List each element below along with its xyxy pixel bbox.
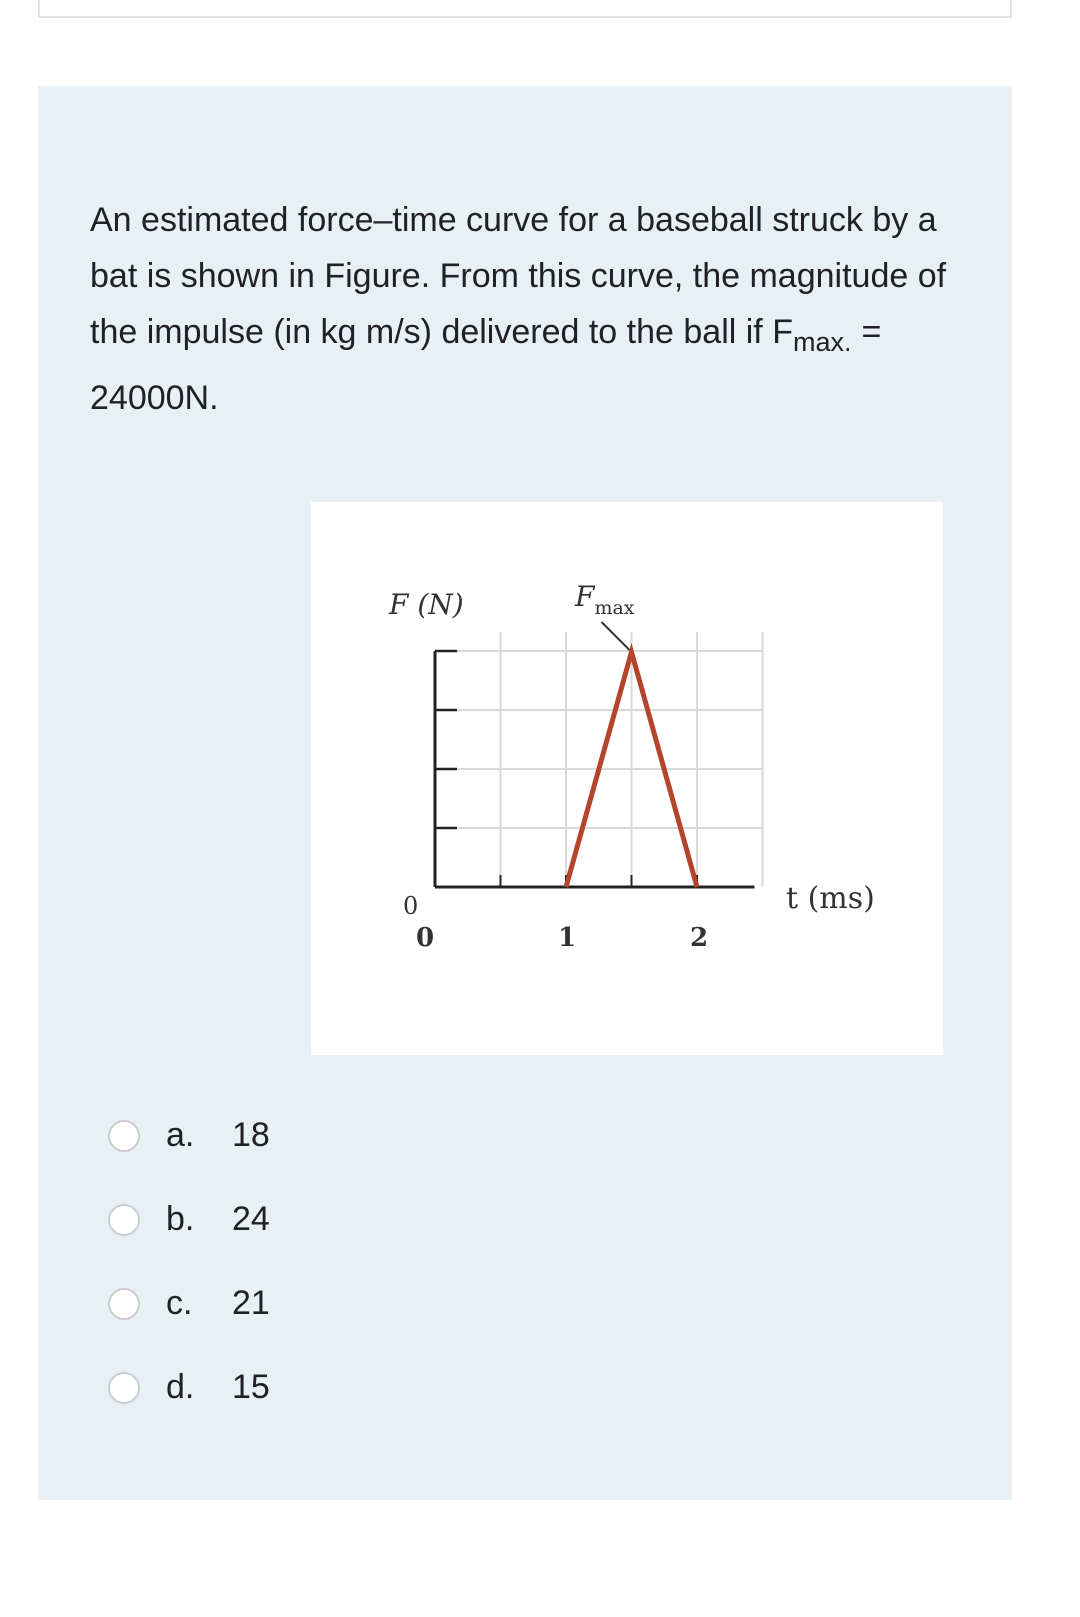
radio-icon[interactable]: [108, 1120, 140, 1152]
y-zero-label: 0: [403, 892, 419, 920]
question-text-subscript: max.: [792, 327, 852, 357]
x-tick-label-2: 2: [689, 923, 709, 953]
fmax-label: [574, 580, 635, 619]
option-d[interactable]: [108, 1358, 508, 1418]
y-axis-label: F (N): [389, 588, 464, 621]
option-value: 21: [232, 1284, 270, 1322]
previous-question-box: [38, 0, 1012, 18]
x-axis-label: t (ms): [786, 881, 875, 916]
question-text-end: = 24000N.: [90, 313, 882, 417]
option-c[interactable]: [108, 1274, 508, 1334]
option-letter: a.: [166, 1116, 195, 1154]
fmax-pointer: [602, 622, 630, 650]
radio-icon[interactable]: [108, 1204, 140, 1236]
radio-icon[interactable]: [108, 1288, 140, 1320]
radio-icon[interactable]: [108, 1372, 140, 1404]
option-value: 24: [232, 1200, 270, 1238]
question-card: [38, 86, 1012, 1500]
option-a[interactable]: [108, 1106, 508, 1166]
x-tick-label-1: 1: [557, 923, 577, 953]
x-tick-label-0: 0: [415, 923, 435, 953]
fmax-label-main: F: [575, 580, 595, 613]
question-text: [90, 192, 970, 426]
option-b[interactable]: [108, 1190, 508, 1250]
fmax-label-sub: max: [594, 597, 635, 619]
force-time-chart: [311, 502, 943, 1055]
question-text-main: An estimated force–time curve for a baseball struck by a bat is shown in Figure. From this curve, the magnitude of the impulse (in kg m/s) delivered to the ball if F: [90, 201, 947, 351]
option-letter: d.: [166, 1368, 195, 1406]
force-time-figure: [311, 502, 943, 1055]
option-letter: c.: [166, 1284, 193, 1322]
option-value: 15: [232, 1368, 270, 1406]
option-letter: b.: [166, 1200, 195, 1238]
option-value: 18: [232, 1116, 270, 1154]
chart-grid: [435, 632, 763, 887]
